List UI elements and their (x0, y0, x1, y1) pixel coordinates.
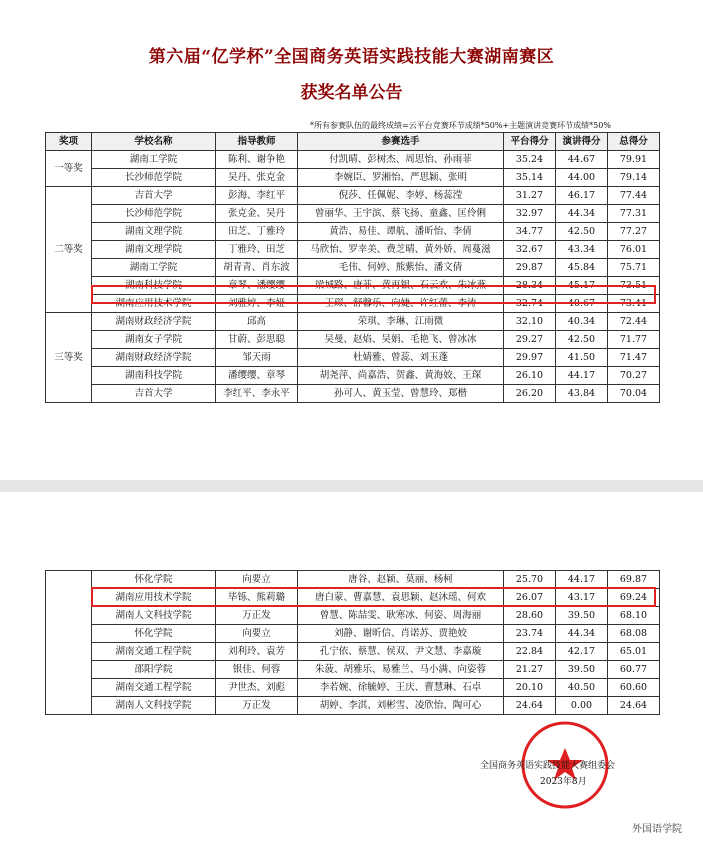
platform-score: 26.20 (504, 385, 556, 403)
school-name: 湖南科技学院 (92, 367, 216, 385)
total-score: 75.71 (608, 259, 660, 277)
school-name: 湖南财政经济学院 (92, 349, 216, 367)
player-names: 王琛、舒馨乐、向婕、许红蕾、李涛 (298, 295, 504, 313)
teacher-names: 李红平、李永平 (216, 385, 298, 403)
total-score: 68.10 (608, 607, 660, 625)
school-name: 湖南工学院 (92, 151, 216, 169)
total-score: 79.14 (608, 169, 660, 187)
header-teacher: 指导教师 (216, 133, 298, 151)
organizer: 全国商务英语实践技能大赛组委会 (480, 761, 616, 771)
platform-score: 23.74 (504, 625, 556, 643)
player-names: 唐白蒙、曹嘉慧、袁思颖、赵沐瑶、何欢 (298, 589, 504, 607)
speech-score: 44.67 (556, 151, 608, 169)
header-school: 学校名称 (92, 133, 216, 151)
school-name: 邵阳学院 (92, 661, 216, 679)
platform-score: 32.74 (504, 295, 556, 313)
player-names: 倪莎、任佩妮、李婷、杨蕊滢 (298, 187, 504, 205)
school-name: 湖南人文科技学院 (92, 697, 216, 715)
teacher-names: 潘缨缨、章琴 (216, 367, 298, 385)
total-score: 70.04 (608, 385, 660, 403)
teacher-names: 刘利玲、袁芳 (216, 643, 298, 661)
award-level: 三等奖 (46, 313, 92, 403)
player-names: 杜婧雅、曾蕊、刘玉蓬 (298, 349, 504, 367)
platform-score: 21.27 (504, 661, 556, 679)
school-name: 怀化学院 (92, 625, 216, 643)
total-score: 77.44 (608, 187, 660, 205)
school-name: 湖南交通工程学院 (92, 643, 216, 661)
school-name: 湖南应用技术学院 (92, 589, 216, 607)
total-score: 73.41 (608, 295, 660, 313)
teacher-names: 章琴、潘缨缨 (216, 277, 298, 295)
table-row (46, 349, 660, 367)
table-row (46, 313, 660, 331)
player-names: 毛伟、何婷、熊紫怡、潘文倩 (298, 259, 504, 277)
platform-score: 32.10 (504, 313, 556, 331)
school-name: 湖南文理学院 (92, 241, 216, 259)
teacher-names: 彭海、李红平 (216, 187, 298, 205)
score-note: *所有参赛队伍的最终成绩=云平台竞赛环节成绩*50%+主题演讲竞赛环节成绩*50% (310, 121, 611, 130)
teacher-names: 尹世杰、刘彪 (216, 679, 298, 697)
platform-score: 29.27 (504, 331, 556, 349)
teacher-names: 万正发 (216, 607, 298, 625)
school-name: 吉首大学 (92, 385, 216, 403)
highlight-box-1 (91, 285, 656, 304)
award-level: 一等奖 (46, 151, 92, 187)
header-platform-score: 平台得分 (504, 133, 556, 151)
platform-score: 24.64 (504, 697, 556, 715)
school-name: 湖南人文科技学院 (92, 607, 216, 625)
player-names: 梁城路、唐菲、黄再银、石云欢、朱冰燕 (298, 277, 504, 295)
platform-score: 22.84 (504, 643, 556, 661)
speech-score: 44.34 (556, 625, 608, 643)
school-name: 湖南文理学院 (92, 223, 216, 241)
teacher-names: 胡青青、肖东波 (216, 259, 298, 277)
teacher-names: 丁雅玲、田芝 (216, 241, 298, 259)
player-names: 刘静、谢昕信、肖诺苏、贾艳姣 (298, 625, 504, 643)
total-score: 71.47 (608, 349, 660, 367)
header-award: 奖项 (46, 133, 92, 151)
total-score: 60.77 (608, 661, 660, 679)
speech-score: 39.50 (556, 661, 608, 679)
total-score: 60.60 (608, 679, 660, 697)
player-names: 黄浩、易佳、谭航、潘昕怡、李倩 (298, 223, 504, 241)
total-score: 73.51 (608, 277, 660, 295)
teacher-names: 毕铄、熊莉璐 (216, 589, 298, 607)
player-names: 吴曼、赵焰、吴娟、毛艳飞、曾冰冰 (298, 331, 504, 349)
school-name: 吉首大学 (92, 187, 216, 205)
teacher-names: 万正发 (216, 697, 298, 715)
platform-score: 28.34 (504, 277, 556, 295)
speech-score: 44.00 (556, 169, 608, 187)
table-row (46, 367, 660, 385)
speech-score: 44.34 (556, 205, 608, 223)
awards-table-page1 (45, 132, 660, 403)
speech-score: 39.50 (556, 607, 608, 625)
speech-score: 45.17 (556, 277, 608, 295)
school-name: 湖南应用技术学院 (92, 295, 216, 313)
player-names: 李婉臣、罗湘怡、严思颖、张明 (298, 169, 504, 187)
speech-score: 0.00 (556, 697, 608, 715)
total-score: 69.24 (608, 589, 660, 607)
speech-score: 42.17 (556, 643, 608, 661)
table-row (46, 697, 660, 715)
total-score: 68.08 (608, 625, 660, 643)
speech-score: 40.67 (556, 295, 608, 313)
total-score: 72.44 (608, 313, 660, 331)
document-title: 第六届“亿学杯”全国商务英语实践技能大赛湖南赛区 (148, 47, 555, 67)
header-speech-score: 演讲得分 (556, 133, 608, 151)
platform-score: 35.24 (504, 151, 556, 169)
speech-score: 44.17 (556, 571, 608, 589)
speech-score: 40.50 (556, 679, 608, 697)
school-name: 长沙师范学院 (92, 169, 216, 187)
player-names: 孔宁依、蔡慧、侯双、尹文慧、李嘉璇 (298, 643, 504, 661)
platform-score: 34.77 (504, 223, 556, 241)
header-total-score: 总得分 (608, 133, 660, 151)
award-level: 二等奖 (46, 187, 92, 313)
platform-score: 29.97 (504, 349, 556, 367)
watermark: 外国语学院 (632, 824, 682, 835)
player-names: 马欣怡、罗幸美、费芝晴、黄外娇、周蔓滋 (298, 241, 504, 259)
speech-score: 45.84 (556, 259, 608, 277)
document-subtitle: 获奖名单公告 (300, 83, 403, 103)
page-gap (0, 480, 703, 492)
teacher-names: 向要立 (216, 571, 298, 589)
total-score: 71.77 (608, 331, 660, 349)
platform-score: 20.10 (504, 679, 556, 697)
award-level-cell (46, 571, 92, 715)
table-row (46, 331, 660, 349)
total-score: 76.01 (608, 241, 660, 259)
school-name: 湖南科技学院 (92, 277, 216, 295)
player-names: 孙可人、黄玉莹、曾慧玲、郑楷 (298, 385, 504, 403)
player-names: 李若婉、徐毓婷、王庆、曹慧琳、石卓 (298, 679, 504, 697)
announcement-date: 2023年8月 (540, 777, 587, 787)
table-row (46, 643, 660, 661)
teacher-names: 甘蔚、彭思聪 (216, 331, 298, 349)
platform-score: 25.70 (504, 571, 556, 589)
teacher-names: 邹天雨 (216, 349, 298, 367)
total-score: 24.64 (608, 697, 660, 715)
speech-score: 43.84 (556, 385, 608, 403)
header-players: 参赛选手 (298, 133, 504, 151)
table-row (46, 223, 660, 241)
table-row (46, 187, 660, 205)
total-score: 65.01 (608, 643, 660, 661)
total-score: 79.91 (608, 151, 660, 169)
school-name: 怀化学院 (92, 571, 216, 589)
player-names: 曾丽华、王宇滨、蔡飞扬、童鑫、匡伶俐 (298, 205, 504, 223)
total-score: 69.87 (608, 571, 660, 589)
highlight-box-2 (91, 587, 656, 607)
teacher-names: 田芝、丁雅玲 (216, 223, 298, 241)
player-names: 荣琪、李琳、江雨微 (298, 313, 504, 331)
speech-score: 46.17 (556, 187, 608, 205)
total-score: 77.31 (608, 205, 660, 223)
player-names: 付凯晴、彭树杰、周思怡、孙雨菲 (298, 151, 504, 169)
table-row (46, 385, 660, 403)
school-name: 湖南女子学院 (92, 331, 216, 349)
school-name: 湖南财政经济学院 (92, 313, 216, 331)
player-names: 唐谷、赵颖、莫丽、杨柯 (298, 571, 504, 589)
speech-score: 42.50 (556, 223, 608, 241)
speech-score: 42.50 (556, 331, 608, 349)
teacher-names: 刘雅婷、李娅 (216, 295, 298, 313)
platform-score: 29.87 (504, 259, 556, 277)
table-row (46, 571, 660, 589)
table-row (46, 169, 660, 187)
platform-score: 35.14 (504, 169, 556, 187)
player-names: 曾慧、陈喆雯、耿寒冰、何姿、周海丽 (298, 607, 504, 625)
table-row (46, 151, 660, 169)
table-row (46, 625, 660, 643)
table-row (46, 661, 660, 679)
speech-score: 41.50 (556, 349, 608, 367)
speech-score: 43.17 (556, 589, 608, 607)
platform-score: 32.67 (504, 241, 556, 259)
teacher-names: 邱高 (216, 313, 298, 331)
platform-score: 28.60 (504, 607, 556, 625)
table-row (46, 679, 660, 697)
platform-score: 26.10 (504, 367, 556, 385)
teacher-names: 银佳、何蓉 (216, 661, 298, 679)
platform-score: 32.97 (504, 205, 556, 223)
school-name: 湖南交通工程学院 (92, 679, 216, 697)
teacher-names: 陈利、谢争艳 (216, 151, 298, 169)
total-score: 77.27 (608, 223, 660, 241)
speech-score: 40.34 (556, 313, 608, 331)
table-row (46, 205, 660, 223)
table-row (46, 607, 660, 625)
school-name: 长沙师范学院 (92, 205, 216, 223)
total-score: 70.27 (608, 367, 660, 385)
school-name: 湖南工学院 (92, 259, 216, 277)
table-row (46, 241, 660, 259)
speech-score: 43.34 (556, 241, 608, 259)
player-names: 胡婷、李淇、刘彬雪、凌欣怡、陶可心 (298, 697, 504, 715)
table-row (46, 259, 660, 277)
teacher-names: 向要立 (216, 625, 298, 643)
teacher-names: 张克金、吴丹 (216, 205, 298, 223)
platform-score: 31.27 (504, 187, 556, 205)
player-names: 胡尧萍、尚嘉浩、贺鑫、黄海姣、王琛 (298, 367, 504, 385)
teacher-names: 吴丹、张克金 (216, 169, 298, 187)
platform-score: 26.07 (504, 589, 556, 607)
table-header-row (46, 133, 660, 151)
player-names: 朱菠、胡雅乐、易雅兰、马小满、向姿蓉 (298, 661, 504, 679)
speech-score: 44.17 (556, 367, 608, 385)
